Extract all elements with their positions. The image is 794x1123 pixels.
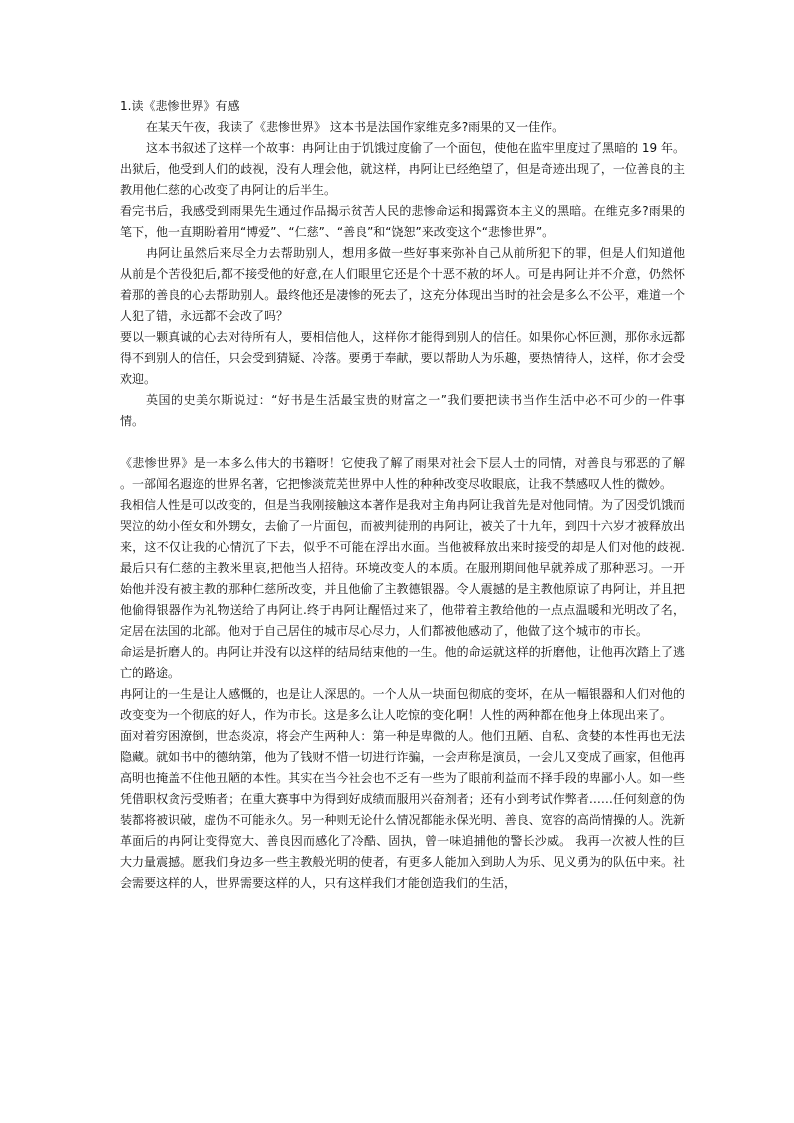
paragraph-6: 英国的史美尔斯说过：“好书是生活最宝贵的财富之一”我们要把读书当作生活中必不可少的一件事情。 [120,393,685,428]
paragraph-3: 看完书后，我感受到雨果先生通过作品揭示贫苦人民的悲惨命运和揭露资本主义的黑暗。在维克多?雨果的笔下，他一直期盼着用“博爱”、“仁慈”、“善良”和“饶恕”来改变这个“悲惨世界”。 [120,204,685,239]
paragraph-8: 我相信人性是可以改变的，但是当我刚接触这本著作是我对主角冉阿让我首先是对他同情。为了因受饥饿而哭泣的幼小侄女和外甥女，去偷了一片面包，而被判徒刑的冉阿让，被关了十九年，到四十六岁才被释放出来，这不仅让我的心情沉了下去，似乎不可能在浮出水面。当他被释放出来时接受的却是人们对他的歧视.最后只有仁慈的主教米里哀,把他当人招待。环境改变人的本质。在服刑期间他早就养成了那种恶习。一开始他并没有被主教的那种仁慈所改变，并且他偷了主教德银器。令人震撼的是主教他原谅了冉阿让，并且把他偷得银器作为礼物送给了冉阿让.终于冉阿让醒悟过来了，他带着主教给他的一点点温暖和光明改了名，定居在法国的北部。他对于自己居住的城市尽心尽力，人们都被他感动了，他做了这个城市的市长。 [120,498,685,638]
document-page [120,96,685,894]
document-title: 1.读《悲惨世界》有感 [120,99,240,113]
paragraph-11: 面对着穷困潦倒，世态炎凉，将会产生两种人：第一种是卑微的人。他们丑陋、自私、贪婪的本性再也无法隐藏。就如书中的德纳第，他为了钱财不惜一切进行诈骗，一会声称是演员，一会儿又变成了画家，但他再高明也掩盖不住他丑陋的本性。其实在当今社会也不乏有一些为了眼前利益而不择手段的卑鄙小人。如一些凭借职权贪污受贿者；在重大赛事中为得到好成绩而服用兴奋剂者；还有小到考试作弊者……任何刻意的伪装都将被识破，虚伪不可能永久。另一种则无论什么情况都能永保光明、善良、宽容的高尚情操的人。洗新革面后的冉阿让变得宽大、善良因而感化了冷酷、固执，曾一味追捕他的警长沙威。 我再一次被人性的巨大力量震撼。愿我们身边多一些主教般光明的使者，有更多人能加入到助人为乐、见义勇为的队伍中来。社会需要这样的人，世界需要这样的人，只有这样我们才能创造我们的生活， [120,729,685,890]
blank-line [120,432,685,453]
paragraph-5: 要以一颗真诚的心去对待所有人，要相信他人，这样你才能得到别人的信任。如果你心怀叵测，那你永远都得不到别人的信任，只会受到猜疑、冷落。要勇于奉献，要以帮助人为乐趣，要热情待人，这样，你才会受欢迎。 [120,330,685,386]
paragraph-1: 在某天午夜，我读了《悲惨世界》 这本书是法国作家维克多?雨果的又一佳作。 [146,120,565,134]
paragraph-9: 命运是折磨人的。冉阿让并没有以这样的结局结束他的一生。他的命运就这样的折磨他，让他再次踏上了逃亡的路途。 [120,645,685,680]
paragraph-4: 冉阿让虽然后来尽全力去帮助别人，想用多做一些好事来弥补自己从前所犯下的罪，但是人们知道他从前是个苦役犯后,都不接受他的好意,在人们眼里它还是个十恶不赦的坏人。可是冉阿让并不介意，仍然怀着那的善良的心去帮助别人。最终他还是凄惨的死去了，这充分体现出当时的社会是多么不公平，难道一个人犯了错，永远都不会改了吗？ [120,246,685,323]
paragraph-7: 《悲惨世界》是一本多么伟大的书籍呀！它使我了解了雨果对社会下层人士的同情，对善良与邪恶的了解 。一部闻名遐迩的世界名著，它把惨淡荒芜世界中人性的种种改变尽收眼底，让我不禁感叹人性的微妙。 [120,456,685,491]
paragraph-2: 这本书叙述了这样一个故事：冉阿让由于饥饿过度偷了一个面包，使他在监牢里度过了黑暗的 19 年。出狱后，他受到人们的歧视，没有人理会他，就这样，冉阿让已经绝望了，但是奇迹出现了，一位善良的主教用他仁慈的心改变了冉阿让的后半生。 [120,141,685,197]
paragraph-10: 冉阿让的一生是让人感慨的，也是让人深思的。一个人从一块面包彻底的变坏，在从一幅银器和人们对他的改变变为一个彻底的好人，作为市长。这是多么让人吃惊的变化啊！人性的两种都在他身上体现出来了。 [120,687,685,722]
